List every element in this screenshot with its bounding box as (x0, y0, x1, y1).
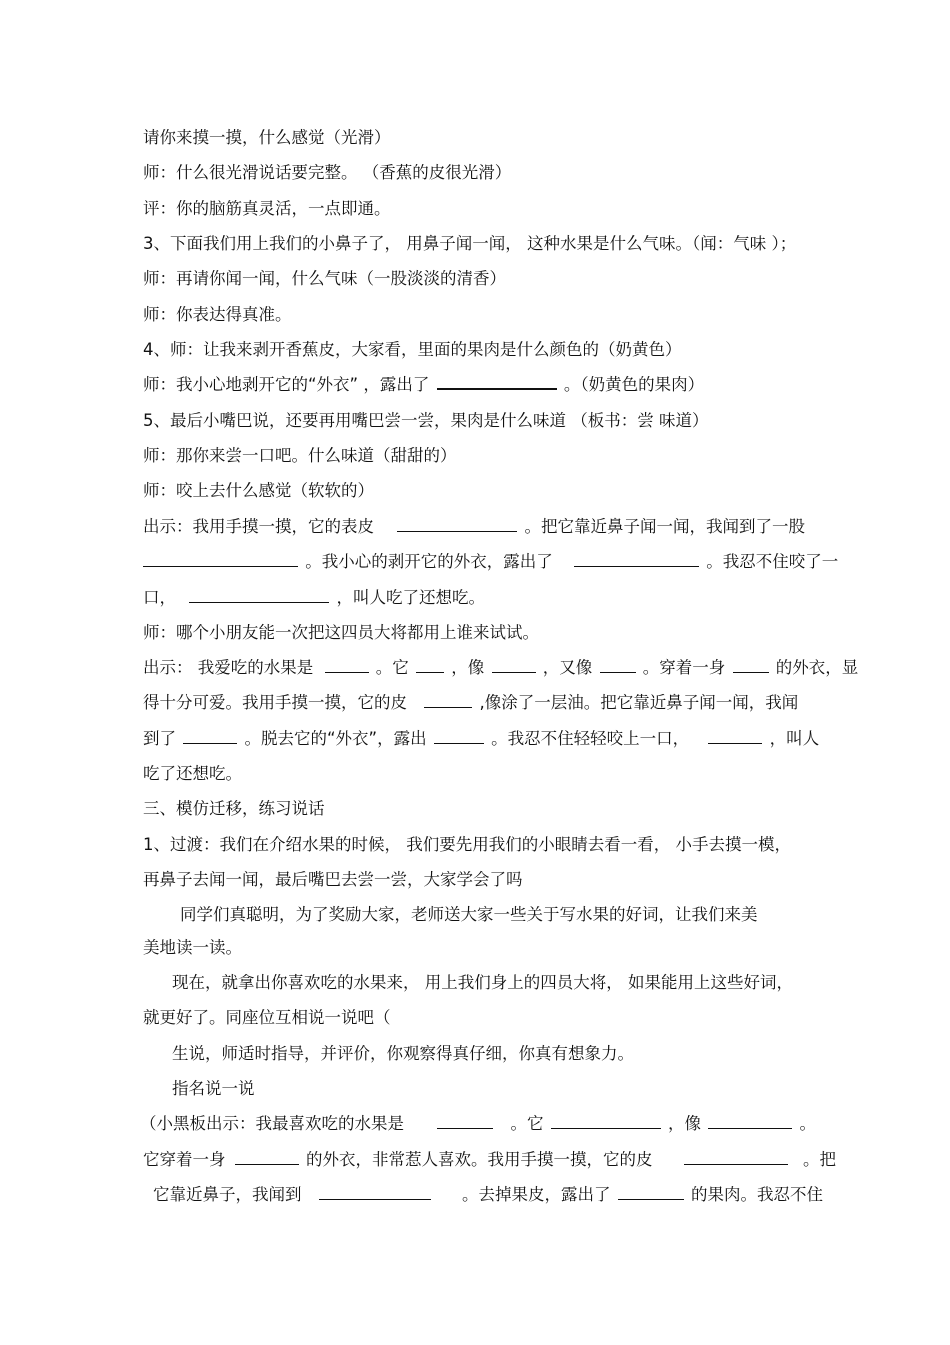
text-line: 同学们真聪明，为了奖励大家，老师送大家一些关于写水果的好词，让我们来美 (180, 905, 758, 924)
text-segment: 出示： 我爱吃的水果是 (143, 658, 314, 677)
text-segment: ，像 (451, 658, 485, 677)
fill-blank (708, 1114, 792, 1129)
text-line: 4、师：让我来剥开香蕉皮，大家看，里面的果肉是什么颜色的（奶黄色） (143, 340, 682, 359)
fill-blank (325, 658, 369, 673)
text-line: 师：你表达得真准。 (143, 305, 292, 324)
text-line: 师：再请你闻一闻，什么气味（一股淡淡的清香） (143, 269, 506, 288)
text-segment: 。我忍不住轻轻咬上一口， (491, 729, 690, 748)
fill-blank (397, 517, 517, 532)
fill-blank (189, 588, 329, 603)
fill-blank (434, 729, 484, 744)
fill-blank (143, 552, 298, 567)
text-segment: 。去掉果皮，露出了 (462, 1185, 611, 1204)
text-line: 美地读一读。 (143, 938, 242, 957)
text-line (140, 1113, 816, 1135)
text-segment: ,像涂了一层油。把它靠近鼻子闻一闻，我闻 (479, 693, 799, 712)
text-segment: ，叫人 (769, 729, 820, 748)
text-segment: 到了 (143, 729, 176, 748)
fill-blank (437, 1114, 493, 1129)
fill-blank (600, 658, 636, 673)
text-segment: 它靠近鼻子，我闻到 (153, 1185, 302, 1204)
text-segment: 出示：我用手摸一摸，它的表皮 (143, 517, 374, 536)
text-segment: 。 (799, 1114, 816, 1133)
text-line: 师：什么很光滑说话要完整。 （香蕉的皮很光滑） (143, 163, 512, 182)
text-segment: 得十分可爱。我用手摸一摸，它的皮 (143, 693, 407, 712)
fill-blank (574, 552, 699, 567)
text-line: 5、最后小嘴巴说，还要再用嘴巴尝一尝，果肉是什么味道 （板书：尝 味道） (143, 411, 709, 430)
fill-blank (618, 1185, 684, 1200)
text-line (143, 728, 819, 750)
text-line: 再鼻子去闻一闻，最后嘴巴去尝一尝，大家学会了吗 (143, 870, 523, 889)
text-line: 3、下面我们用上我们的小鼻子了， 用鼻子闻一闻， 这种水果是什么气味。（闻：气味 ）； (143, 234, 797, 253)
text-line: 师：哪个小朋友能一次把这四员大将都用上谁来试试。 (143, 623, 539, 642)
fill-blank (437, 374, 557, 390)
text-segment: 的外衣，非常惹人喜欢。我用手摸一摸，它的皮 (306, 1150, 653, 1169)
text-line: 请你来摸一摸，什么感觉（光滑） (143, 128, 391, 147)
fill-blank (319, 1185, 431, 1200)
text-line (143, 551, 838, 573)
text-line: 就更好了。同座位互相说一说吧（ (143, 1008, 391, 1027)
text-line: 评：你的脑筋真灵活，一点即通。 (143, 199, 391, 218)
text-segment: 。穿着一身 (642, 658, 726, 677)
text-segment: 。把 (803, 1150, 836, 1169)
text-segment: 。把它靠近鼻子闻一闻，我闻到了一股 (524, 517, 805, 536)
text-segment: ，像 (668, 1114, 701, 1133)
text-line: 生说，师适时指导，并评价，你观察得真仔细，你真有想象力。 (172, 1044, 634, 1063)
text-segment: 。（奶黄色的果肉） (563, 375, 705, 394)
text-segment: 。脱去它的“外衣”，露出 (244, 729, 427, 748)
text-segment: （小黑板出示：我最喜欢吃的水果是 (140, 1114, 404, 1133)
text-segment: 的果肉。我忍不住 (691, 1185, 823, 1204)
text-line (153, 1184, 823, 1206)
text-segment: 它穿着一身 (143, 1150, 226, 1169)
fill-blank (424, 693, 472, 708)
text-line: 吃了还想吃。 (143, 764, 242, 783)
text-line: 师：咬上去什么感觉（软软的） (143, 481, 374, 500)
fill-blank (733, 658, 769, 673)
text-segment: 师：我小心地剥开它的“外衣” ，露出了 (143, 375, 430, 394)
text-segment: 口， (143, 588, 176, 607)
fill-blank (183, 729, 237, 744)
text-line (143, 692, 798, 714)
section-heading: 三、模仿迁移，练习说话 (143, 799, 325, 818)
fill-blank (684, 1150, 788, 1165)
fill-blank (708, 729, 762, 744)
text-line: 1、过渡：我们在介绍水果的时候， 我们要先用我们的小眼睛去看一看， 小手去摸一模， (143, 835, 791, 854)
text-line (143, 1149, 836, 1171)
text-segment: 。它 (510, 1114, 544, 1133)
fill-blank (416, 658, 444, 673)
text-segment: 。我忍不住咬了一 (706, 552, 839, 571)
text-line: 现在，就拿出你喜欢吃的水果来， 用上我们身上的四员大将， 如果能用上这些好词， (172, 973, 793, 992)
fill-blank (235, 1150, 299, 1165)
text-line (143, 374, 704, 396)
text-segment: ，又像 (542, 658, 593, 677)
text-line (143, 516, 805, 538)
fill-blank (492, 658, 536, 673)
text-segment: 的外衣，显 (775, 658, 859, 677)
text-segment: 。我小心的剥开它的外衣，露出了 (305, 552, 553, 571)
text-segment: ，叫人吃了还想吃。 (336, 588, 485, 607)
fill-blank (551, 1114, 661, 1129)
text-line (143, 587, 485, 609)
text-segment: 。它 (375, 658, 409, 677)
text-line: 指名说一说 (172, 1079, 255, 1098)
text-line: 师：那你来尝一口吧。什么味道（甜甜的） (143, 446, 457, 465)
text-line (143, 657, 858, 679)
